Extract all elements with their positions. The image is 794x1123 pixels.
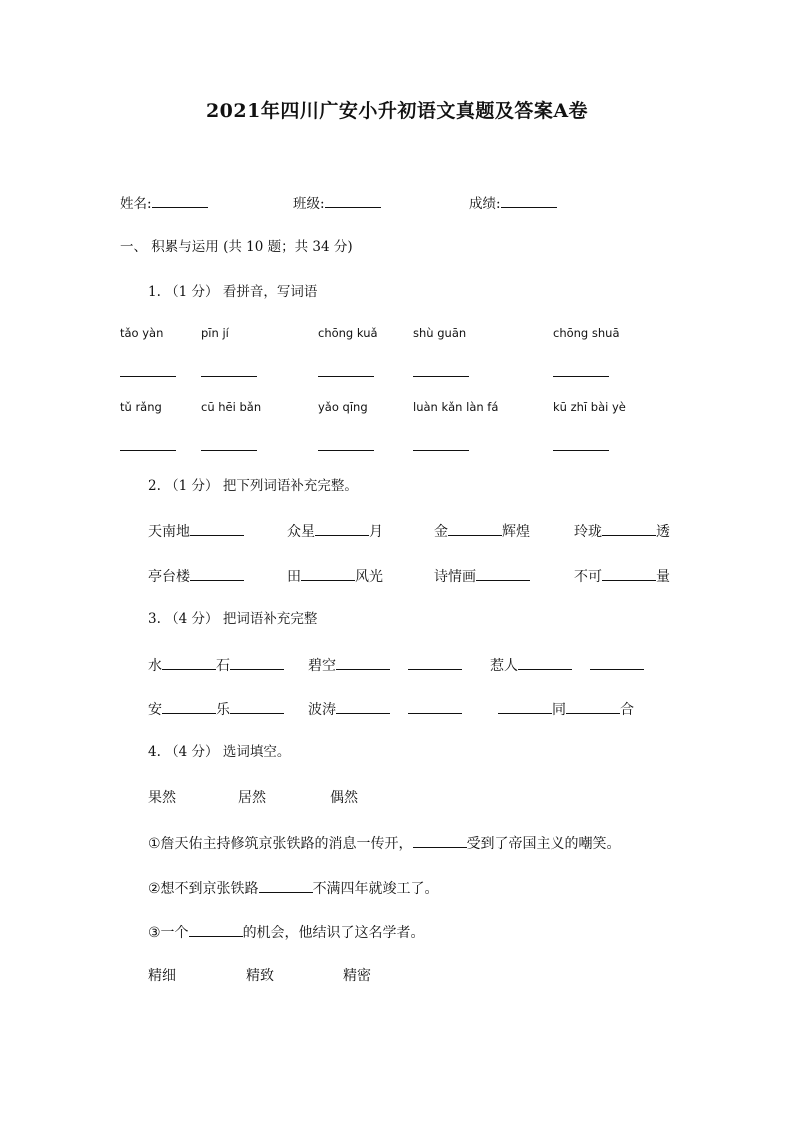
name-blank[interactable] (152, 195, 208, 208)
idiom-item: 天南地 (148, 523, 244, 539)
word-fill-item (590, 657, 644, 673)
answer-blank[interactable] (318, 450, 374, 451)
word-blank[interactable] (230, 701, 284, 714)
word-fill-item: 安 乐 (148, 701, 284, 717)
word-blank[interactable] (336, 657, 390, 670)
class-field[interactable] (293, 195, 381, 212)
sentence-blank[interactable] (189, 924, 243, 937)
name-label: 姓名: (120, 196, 152, 212)
idiom-item: 众星 月 (287, 524, 383, 540)
word-blank[interactable] (408, 701, 462, 714)
question-4-stem: 4. （4 分） 选词填空。 (148, 744, 291, 760)
answer-blank[interactable] (413, 376, 469, 377)
word-blank[interactable] (230, 657, 284, 670)
word-blank[interactable] (336, 701, 390, 714)
word-fill-item: 同 合 (498, 701, 634, 717)
answer-blank[interactable] (318, 376, 374, 377)
idiom-blank[interactable] (190, 568, 244, 581)
answer-blank[interactable] (201, 450, 257, 451)
sentence-2: ②想不到京张铁路 不满四年就竣工了。 (148, 881, 439, 897)
word-fill-item: 水 石 (148, 657, 284, 673)
sentence-blank[interactable] (413, 835, 467, 848)
word-blank[interactable] (408, 657, 462, 670)
sentence-1: ①詹天佑主持修筑京张铁路的消息一传开， 受到了帝国主义的嘲笑。 (148, 836, 621, 852)
pinyin-2: pīn jí (201, 326, 229, 340)
sentence-blank[interactable] (259, 880, 313, 893)
pinyin-1: tǎo yàn (120, 326, 164, 340)
class-blank[interactable] (325, 195, 381, 208)
word-fill-item (408, 657, 462, 673)
word-blank[interactable] (162, 657, 216, 670)
idiom-blank[interactable] (301, 568, 355, 581)
idiom-item: 诗情画 (434, 568, 530, 584)
score-blank[interactable] (501, 195, 557, 208)
word-fill-item: 波涛 (308, 701, 390, 717)
word-blank[interactable] (590, 657, 644, 670)
pinyin-6: tǔ rǎng (120, 400, 162, 414)
word-fill-item: 碧空 (308, 657, 390, 673)
answer-blank[interactable] (413, 450, 469, 451)
pinyin-10: kū zhī bài yè (553, 400, 626, 414)
question-3-stem: 3. （4 分） 把词语补充完整 (148, 611, 318, 627)
class-label: 班级: (293, 196, 325, 212)
word-blank[interactable] (498, 701, 552, 714)
idiom-item: 金 辉煌 (434, 524, 530, 540)
score-field[interactable] (469, 195, 557, 212)
word-option: 偶然 (330, 790, 358, 806)
name-field[interactable] (120, 195, 208, 212)
idiom-blank[interactable] (190, 523, 244, 536)
idiom-item: 田 风光 (287, 569, 383, 585)
idiom-blank[interactable] (602, 523, 656, 536)
section-heading: 一、 积累与运用 (共 10 题；共 34 分) (120, 239, 353, 255)
question-1-stem: 1. （1 分） 看拼音，写词语 (148, 284, 318, 300)
word-blank[interactable] (518, 657, 572, 670)
answer-blank[interactable] (553, 376, 609, 377)
pinyin-7: cū hēi bǎn (201, 400, 262, 414)
pinyin-4: shù guān (413, 326, 467, 340)
answer-blank[interactable] (553, 450, 609, 451)
idiom-blank[interactable] (602, 568, 656, 581)
idiom-item: 亭台楼 (148, 568, 244, 584)
word-blank[interactable] (162, 701, 216, 714)
word-option: 精致 (246, 968, 274, 984)
word-option: 果然 (148, 790, 176, 806)
idiom-blank[interactable] (476, 568, 530, 581)
pinyin-9: luàn kǎn làn fá (413, 400, 499, 414)
word-blank[interactable] (566, 701, 620, 714)
idiom-blank[interactable] (448, 523, 502, 536)
pinyin-5: chōng shuā (553, 326, 620, 340)
idiom-item: 玲珑 透 (574, 524, 670, 540)
word-option: 居然 (238, 790, 266, 806)
score-label: 成绩: (469, 196, 501, 212)
word-fill-item: 惹人 (490, 657, 572, 673)
answer-blank[interactable] (120, 376, 176, 377)
idiom-blank[interactable] (315, 523, 369, 536)
pinyin-3: chōng kuǎ (318, 326, 378, 340)
word-fill-item (408, 701, 462, 717)
word-option: 精密 (343, 968, 371, 984)
question-2-stem: 2. （1 分） 把下列词语补充完整。 (148, 478, 358, 494)
answer-blank[interactable] (201, 376, 257, 377)
page-title: 2021年四川广安小升初语文真题及答案A卷 (205, 100, 589, 122)
word-option: 精细 (148, 968, 176, 984)
pinyin-8: yǎo qīng (318, 400, 368, 414)
sentence-3: ③一个 的机会，他结识了这名学者。 (148, 925, 425, 941)
answer-blank[interactable] (120, 450, 176, 451)
idiom-item: 不可 量 (574, 569, 670, 585)
